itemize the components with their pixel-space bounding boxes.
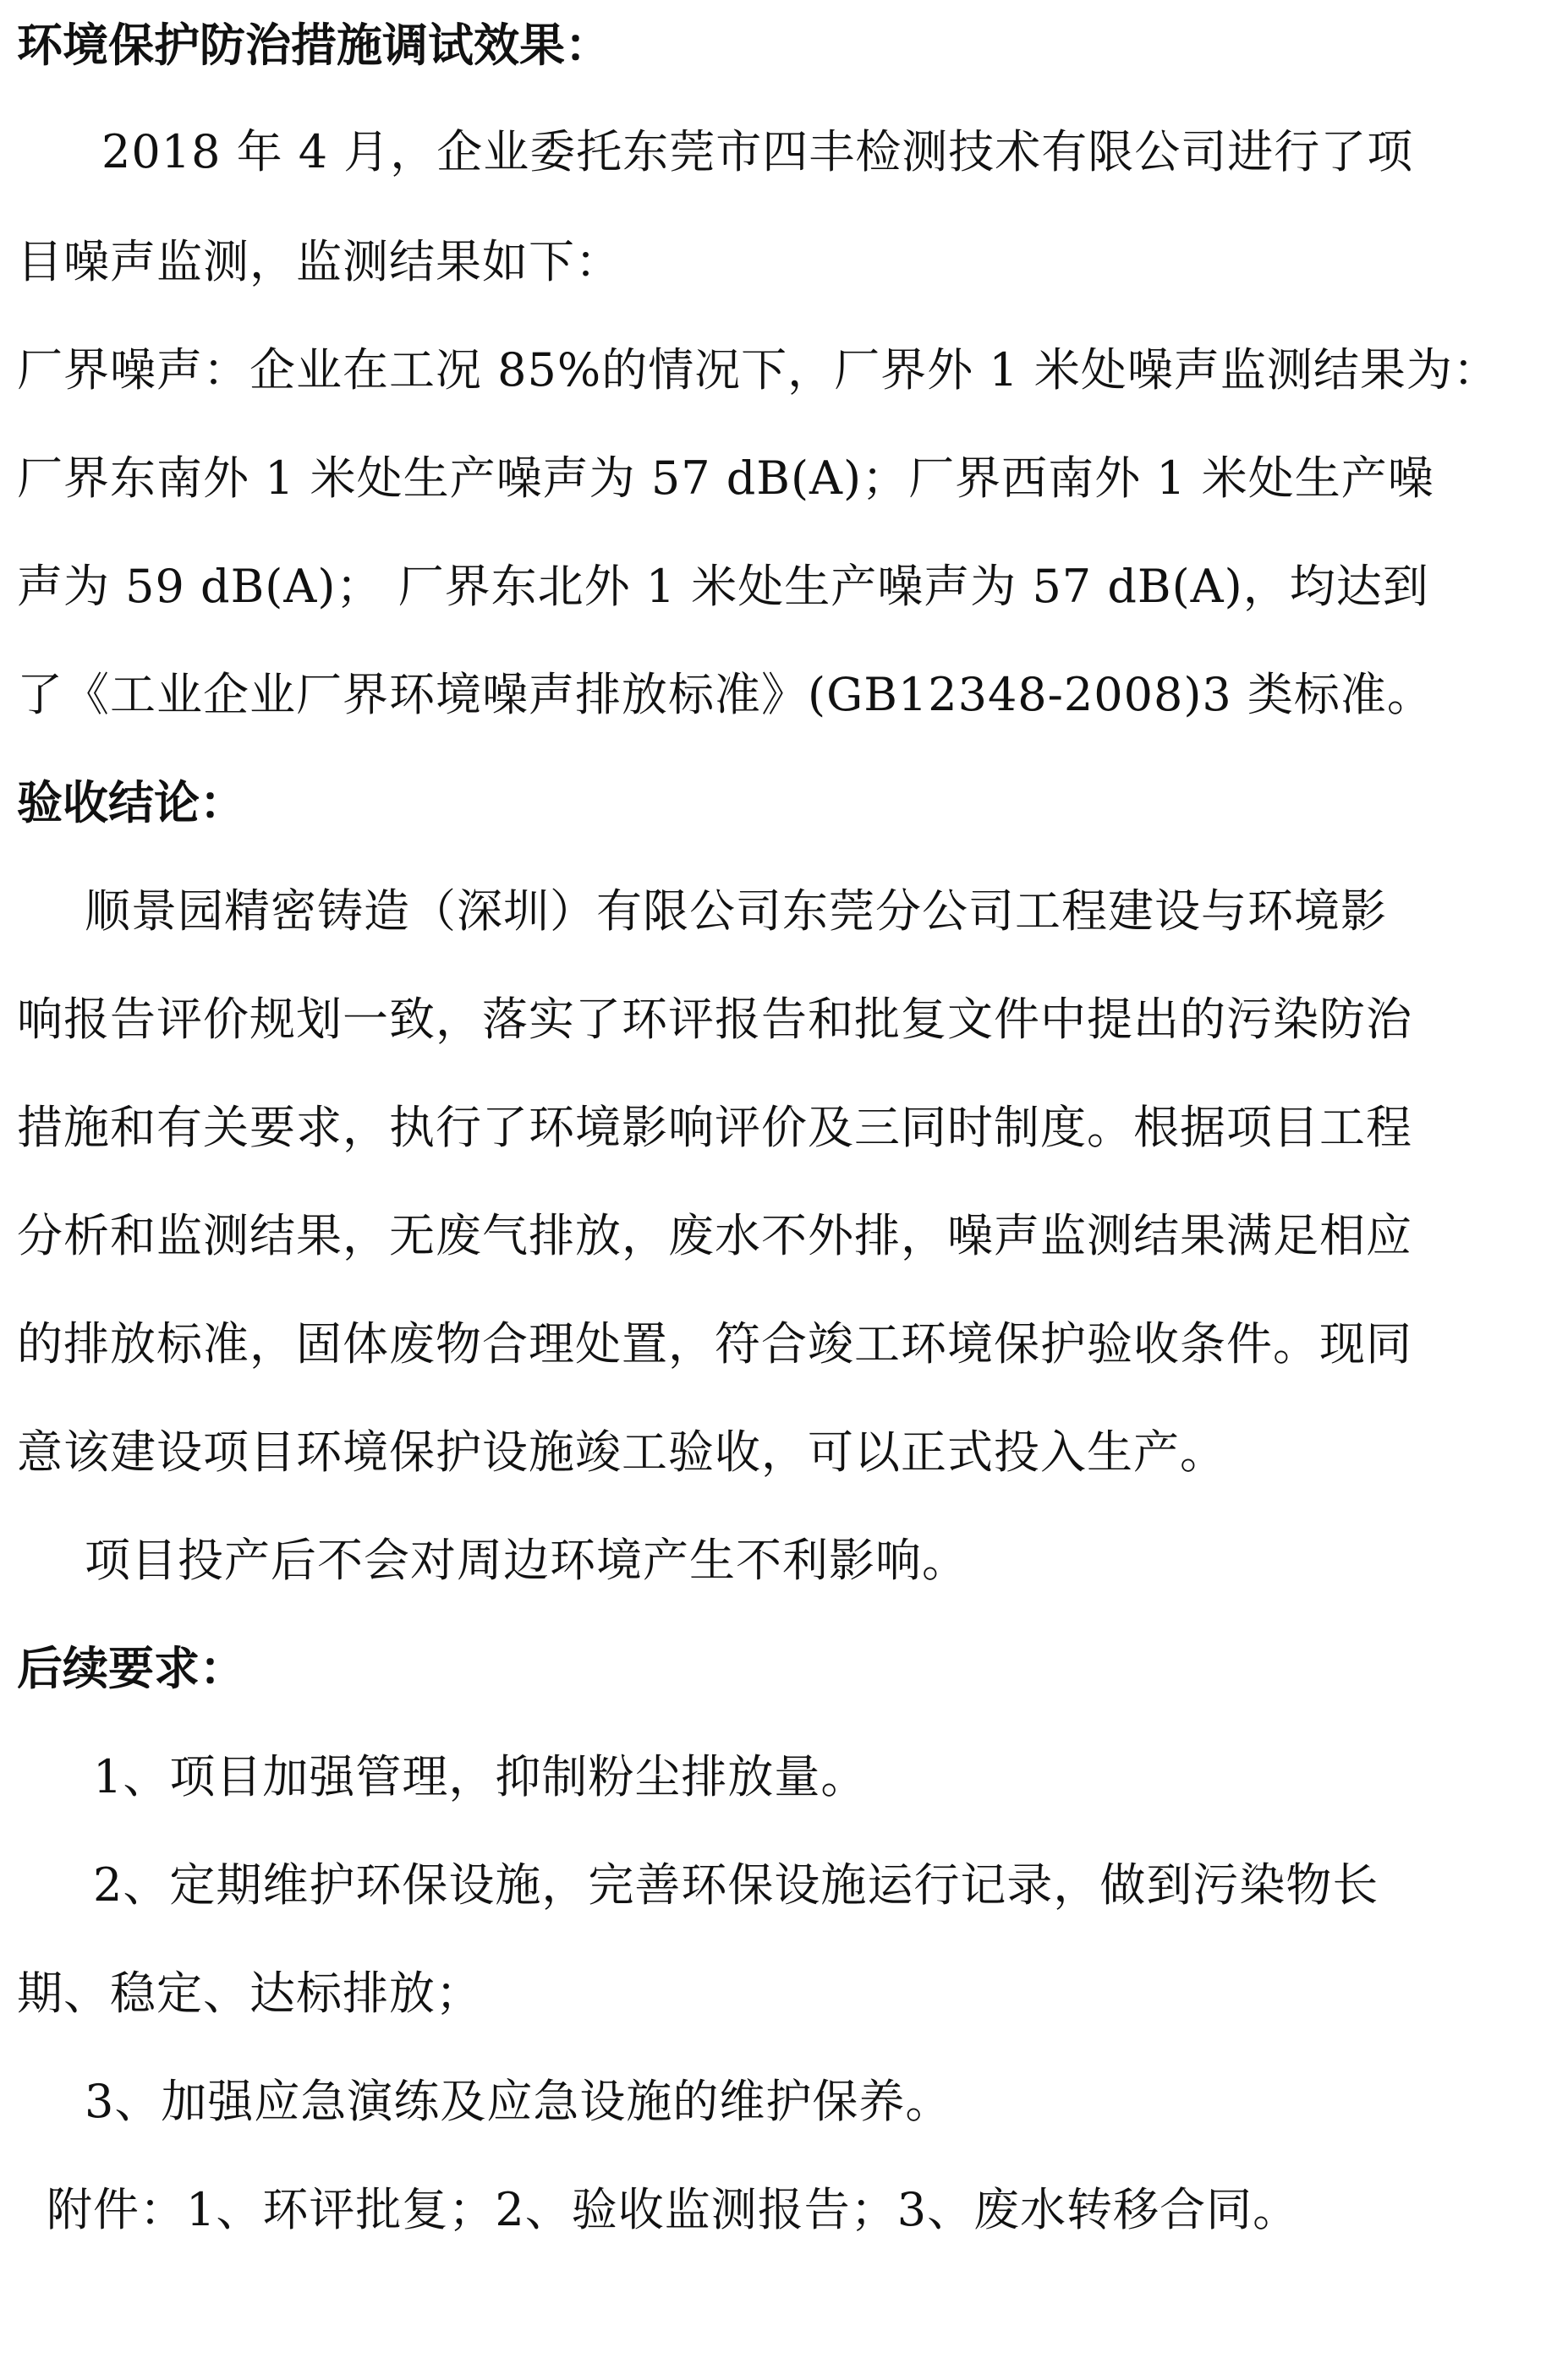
paragraph-line: 意该建设项目环境保护设施竣工验收，可以正式投入生产。	[17, 1425, 1226, 1479]
paragraph-line: 厂界噪声：企业在工况 85%的情况下，厂界外 1 米处噪声监测结果为：	[17, 343, 1499, 397]
paragraph-line: 分析和监测结果，无废气排放，废水不外排，噪声监测结果满足相应	[17, 1209, 1412, 1262]
section-heading-conclusion: 验收结论：	[17, 776, 245, 829]
list-item: 1、项目加强管理，抑制粉尘排放量。	[93, 1750, 868, 1803]
paragraph-line: 声为 59 dB(A)； 厂界东北外 1 米处生产噪声为 57 dB(A)，均达到	[17, 560, 1429, 613]
paragraph-line: 的排放标准，固体废物合理处置，符合竣工环境保护验收条件。现同	[17, 1317, 1412, 1371]
list-item: 3、加强应急演练及应急设施的维护保养。	[85, 2075, 952, 2128]
paragraph-line: 2018 年 4 月，企业委托东莞市四丰检测技术有限公司进行了项	[101, 125, 1414, 178]
section-heading-environment: 环境保护防治措施调试效果：	[17, 19, 611, 72]
paragraph-line: 措施和有关要求，执行了环境影响评价及三同时制度。根据项目工程	[17, 1101, 1412, 1154]
attachments-line: 附件：1、环评批复；2、验收监测报告；3、废水转移合同。	[47, 2183, 1300, 2236]
list-item-continued: 期、稳定、达标排放；	[17, 1967, 482, 2020]
paragraph-line: 厂界东南外 1 米处生产噪声为 57 dB(A)；厂界西南外 1 米处生产噪	[17, 451, 1434, 505]
paragraph-line: 目噪声监测，监测结果如下：	[17, 235, 622, 288]
paragraph-line: 顺景园精密铸造（深圳）有限公司东莞分公司工程建设与环境影	[85, 884, 1387, 938]
paragraph-line: 了《工业企业厂界环境噪声排放标准》(GB12348-2008)3 类标准。	[17, 668, 1434, 721]
section-heading-followup: 后续要求：	[17, 1642, 245, 1695]
paragraph-line: 响报告评价规划一致，落实了环评报告和批复文件中提出的污染防治	[17, 993, 1412, 1046]
paragraph-line: 项目投产后不会对周边环境产生不利影响。	[85, 1534, 968, 1587]
list-item: 2、定期维护环保设施，完善环保设施运行记录，做到污染物长	[93, 1858, 1379, 1912]
